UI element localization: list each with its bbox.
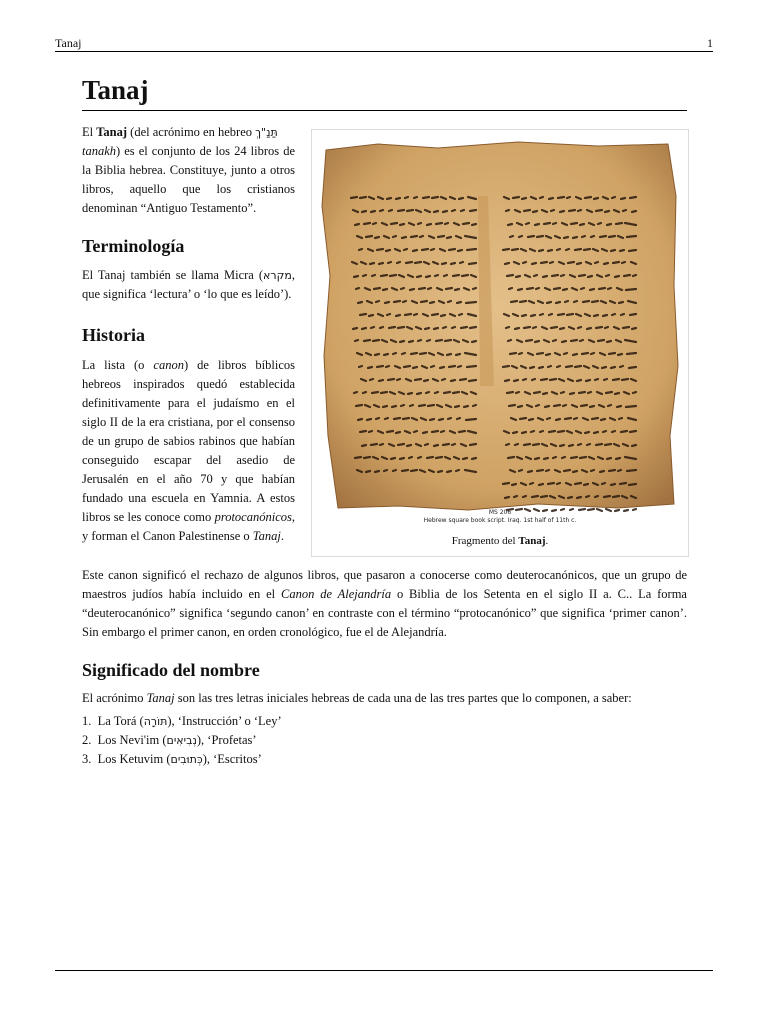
running-header-title: Tanaj [55,36,82,50]
heading-terminologia: Terminología [82,236,185,256]
terminologia-paragraph: El Tanaj también se llama Micra (מקרא, que significa ‘lectura’ o ‘lo que es leído’). [82,268,295,301]
historia-paragraph: La lista (o canon) de libros bíblicos hebreos inspirados quedó establecida definitivamente para el judaísmo en el siglo II de la era cristiana, por el consenso de un grupo de sabios rabinos que habían conseguido escapar del asedio de Jerusalén en el año 70 y que habían fundado una escuela en Yamnia. A estos libros se les conoce como protocanónicos, y forman el Canon Palestinense o Tanaj. [82,358,295,543]
page-number: 1 [707,36,713,50]
significado-paragraph: El acrónimo Tanaj son las tres letras iniciales hebreas de cada una de las tres partes que lo componen, a saber: [82,691,632,705]
parts-list [82,712,687,769]
title-rule [82,110,687,111]
list-item: 2. Los Nevi'im (נְבִיאִים), ‘Profetas’ [82,733,257,747]
image-label-ms: MS 206 [488,509,512,516]
canon-paragraph: Este canon significó el rechazo de algunos libros, que pasaron a conocerse como deuterocanónicos, que un grupo de maestros judíos había incluido en el Canon de Alejandría o Biblia de los Setenta en el siglo II a. C.. La forma “deuterocanónico” significa ‘segundo canon’ en contraste con el término “protocanónico” que significa ‘primer canon’. Sin embargo el primer canon, en orden cronológico, fue el de Alejandría. [82,568,687,639]
heading-historia: Historia [82,325,145,345]
list-item: 3. Los Ketuvim (כְּתוּבִים), ‘Escritos’ [82,752,262,766]
figure-caption: Fragmento del Tanaj. [451,535,549,547]
list-item: 1. La Torá (תּוֹרָה), ‘Instrucción’ o ‘Ley’ [82,714,282,728]
header-rule [55,51,713,52]
page-title: Tanaj [82,75,149,105]
manuscript-image [318,136,682,528]
manuscript-figure [311,129,689,557]
footer-rule [55,970,713,971]
image-label-script: Hebrew square book script. Iraq. 1st half of 11th c. [423,517,577,524]
heading-significado: Significado del nombre [82,660,260,680]
intro-paragraph: El Tanaj (del acrónimo en hebreo תַּנַ"ךְ tanakh) es el conjunto de los 24 libros de la Biblia hebrea. Constituye, junto a otros libros, aquello que los cristianos denominan “Antiguo Testamento”. [82,125,295,215]
